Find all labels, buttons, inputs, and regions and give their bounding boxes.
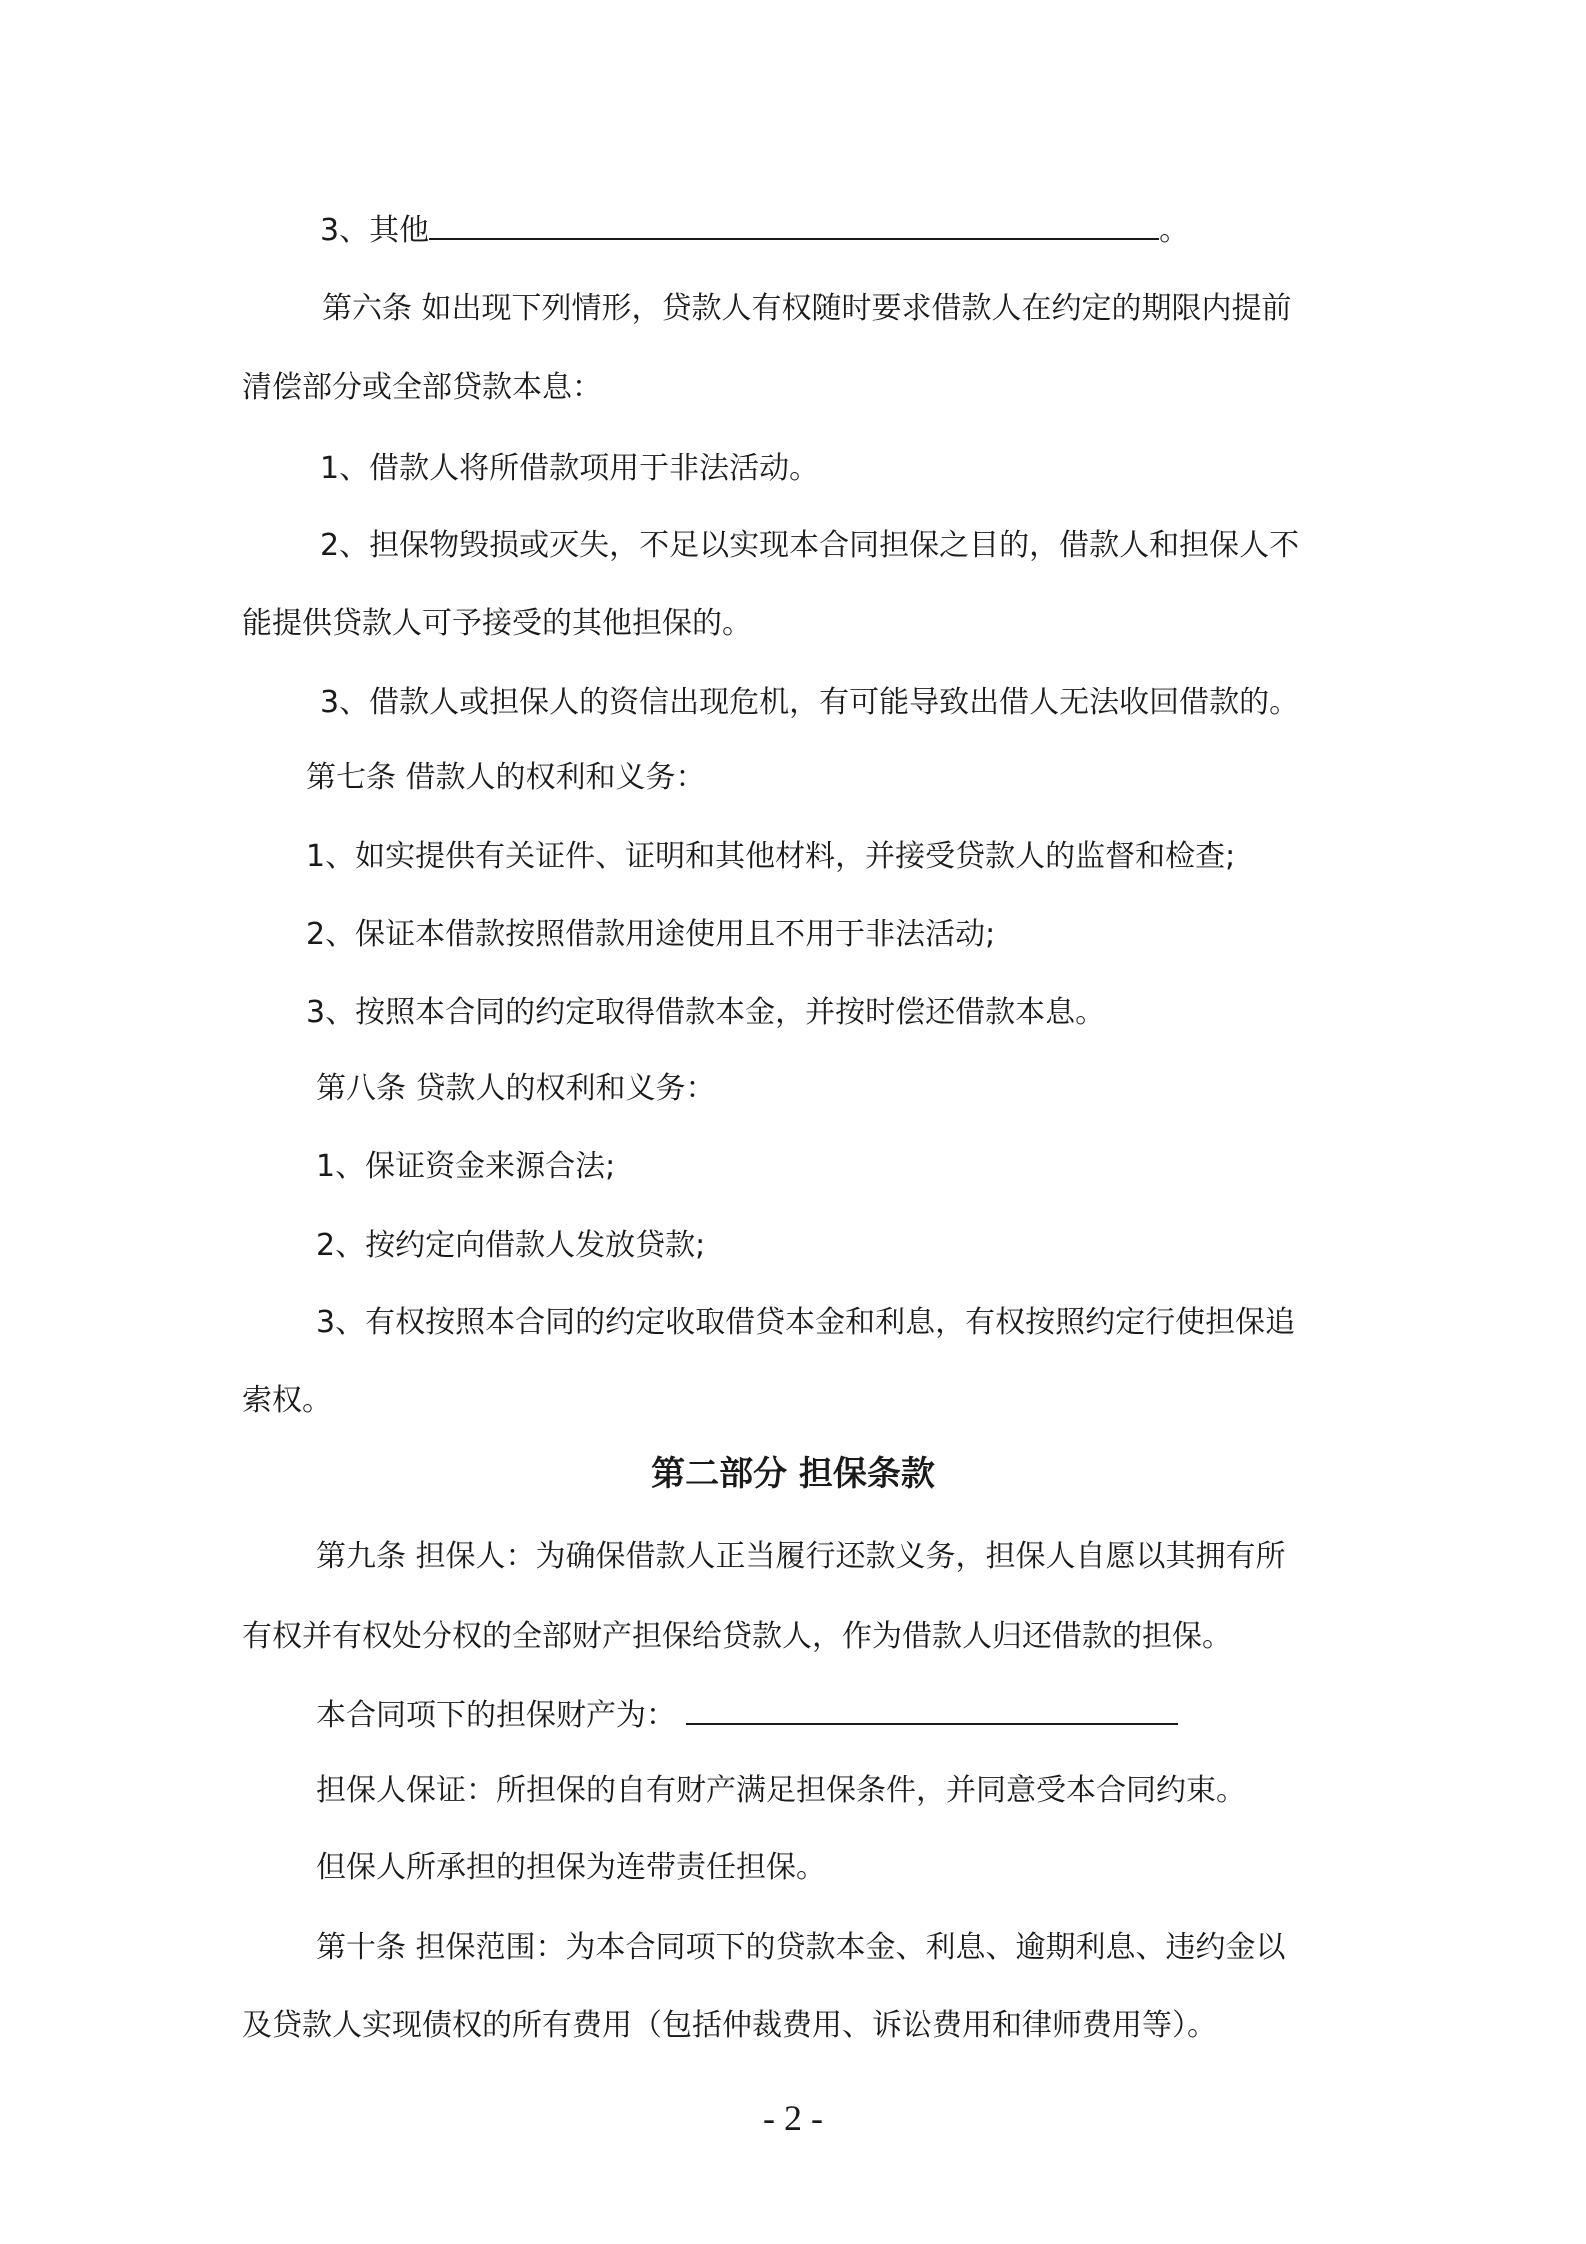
article-9-line-2: 有权并有权处分权的全部财产担保给贷款人，作为借款人归还借款的担保。	[242, 1619, 1232, 1654]
article-9-line-1: 第九条 担保人：为确保借款人正当履行还款义务，担保人自愿以其拥有所	[316, 1539, 1286, 1574]
article-10-line-1: 第十条 担保范围：为本合同项下的贷款本金、利息、逾期利息、违约金以	[316, 1930, 1286, 1965]
article-6-item-2-line-2: 能提供贷款人可予接受的其他担保的。	[242, 606, 752, 641]
article-10-line-2: 及贷款人实现债权的所有费用（包括仲裁费用、诉讼费用和律师费用等）。	[242, 2008, 1217, 2043]
joint-liability-line: 但保人所承担的担保为连带责任担保。	[316, 1850, 826, 1885]
other-item-blank	[429, 208, 1159, 240]
page-number: - 2 -	[763, 2098, 823, 2138]
collateral-blank	[686, 1693, 1178, 1725]
article-7-item-2: 2、保证本借款按照借款用途使用且不用于非法活动;	[306, 917, 996, 952]
article-7-item-3: 3、按照本合同的约定取得借款本金，并按时偿还借款本息。	[306, 995, 1106, 1030]
collateral-label: 本合同项下的担保财产为：	[316, 1698, 676, 1733]
article-8-heading: 第八条 贷款人的权利和义务：	[316, 1071, 716, 1106]
article-6-item-1: 1、借款人将所借款项用于非法活动。	[320, 451, 820, 486]
article-6-item-2-line-1: 2、担保物毁损或灭失，不足以实现本合同担保之目的，借款人和担保人不	[320, 528, 1300, 563]
part-2-heading: 第二部分 担保条款	[651, 1454, 935, 1494]
article-6-line-2: 清偿部分或全部贷款本息：	[242, 370, 602, 405]
article-7-item-1: 1、如实提供有关证件、证明和其他材料，并接受贷款人的监督和检查;	[306, 839, 1236, 874]
other-item-label: 3、其他	[320, 213, 430, 248]
article-6-item-3: 3、借款人或担保人的资信出现危机，有可能导致出借人无法收回借款的。	[320, 685, 1300, 720]
article-8-item-3-line-2: 索权。	[242, 1383, 332, 1418]
article-7-heading: 第七条 借款人的权利和义务：	[306, 760, 706, 795]
other-item-period: 。	[1159, 213, 1190, 248]
article-6-line-1: 第六条 如出现下列情形，贷款人有权随时要求借款人在约定的期限内提前	[322, 291, 1292, 326]
other-item-line	[320, 208, 1189, 251]
article-8-item-1: 1、保证资金来源合法;	[316, 1149, 616, 1184]
article-8-item-2: 2、按约定向借款人发放贷款;	[316, 1228, 706, 1263]
collateral-line	[316, 1693, 1178, 1736]
guarantor-pledge-line: 担保人保证：所担保的自有财产满足担保条件，并同意受本合同约束。	[316, 1773, 1246, 1808]
article-8-item-3-line-1: 3、有权按照本合同的约定收取借贷本金和利息，有权按照约定行使担保追	[316, 1305, 1296, 1340]
